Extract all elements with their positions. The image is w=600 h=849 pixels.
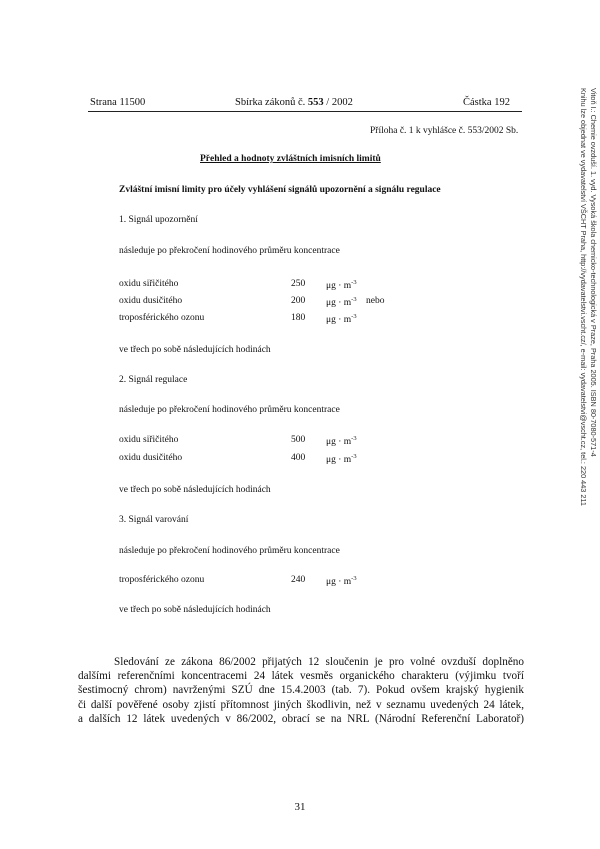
citation-line: Knihu lze objednat ve vydavatelství VŠCHT Praha, http://vydavatelstvi.vscht.cz/, e-mail: vydavatelstvi@vscht.cz, tel.: 220 443 211 bbox=[579, 88, 588, 506]
section-intro: následuje po překročení hodinového průměru koncentrace bbox=[119, 546, 340, 556]
limit-value: 250 bbox=[291, 279, 306, 289]
subtitle: Zvláštní imisní limity pro účely vyhlášení signálů upozornění a signálu regulace bbox=[119, 185, 441, 195]
paragraph-line: Sledování ze zákona 86/2002 přijatých 12 sloučenin je pro volné ovzduší doplněno bbox=[114, 656, 524, 668]
limit-unit: $\mu g \cdot m^{-3}$ bbox=[326, 296, 357, 308]
section-intro: následuje po překročení hodinového průměru koncentrace bbox=[119, 246, 340, 256]
paragraph-line: dalšími referenčními koncentracemi 24 látek vesměs organického charakteru (výjimku tvoří bbox=[78, 670, 524, 683]
header-rule bbox=[88, 111, 522, 112]
limit-unit: $\mu g \cdot m^{-3}$ bbox=[326, 575, 357, 587]
header-collection-prefix: Sbírka zákonů č. bbox=[235, 97, 306, 108]
citation-line: Vitoň I.: Chemie ovzduší. 1. vyd. Vysoká škola chemicko-technologická v Praze, Praha 2005. ISBN 80-7080-571-4 bbox=[589, 88, 598, 457]
row-note: nebo bbox=[366, 296, 385, 306]
body-paragraph bbox=[78, 655, 524, 726]
main-title: Přehled a hodnoty zvláštních imisních limitů bbox=[200, 154, 381, 164]
section-heading: 2. Signál regulace bbox=[119, 375, 188, 385]
substance-name: oxidu dusičitého bbox=[119, 453, 183, 463]
header-collection-suffix: / 2002 bbox=[326, 97, 353, 108]
header-page-label: Strana 11500 bbox=[90, 97, 146, 108]
section-heading: 1. Signál upozornění bbox=[119, 215, 198, 225]
citation-sidebar bbox=[579, 88, 598, 568]
limit-value: 240 bbox=[291, 575, 306, 585]
header-collection bbox=[235, 97, 353, 108]
header-collection-number: 553 bbox=[307, 97, 324, 108]
limit-unit: $\mu g \cdot m^{-3}$ bbox=[326, 279, 357, 291]
section-intro: následuje po překročení hodinového průměru koncentrace bbox=[119, 405, 340, 415]
substance-name: oxidu dusičitého bbox=[119, 296, 183, 306]
paragraph-line: šestimocný chrom) navrženými SZÚ dne 15.4.2003 (tab. 7). Pokud ovšem krajský hygienik bbox=[78, 684, 524, 697]
substance-name: troposférického ozonu bbox=[119, 313, 205, 323]
limit-value: 500 bbox=[291, 435, 306, 445]
substance-name: oxidu siřičitého bbox=[119, 279, 179, 289]
paragraph-line: či další pověřené osoby zjistí přítomnost jiných škodlivin, než v seznamu uvedených 24 látek, bbox=[78, 698, 524, 711]
page-number: 31 bbox=[294, 801, 306, 813]
limit-unit: $\mu g \cdot m^{-3}$ bbox=[326, 435, 357, 447]
section-outro: ve třech po sobě následujících hodinách bbox=[119, 605, 271, 615]
paragraph-line: a dalších 12 látek uvedených v 86/2002, obrací se na NRL (Národní Referenční Laboratoř) bbox=[78, 712, 524, 725]
limit-unit: $\mu g \cdot m^{-3}$ bbox=[326, 313, 357, 325]
section-outro: ve třech po sobě následujících hodinách bbox=[119, 345, 271, 355]
header-part: Částka 192 bbox=[463, 97, 510, 108]
section-outro: ve třech po sobě následujících hodinách bbox=[119, 485, 271, 495]
attachment-note: Příloha č. 1 k vyhlášce č. 553/2002 Sb. bbox=[370, 126, 519, 136]
limit-value: 200 bbox=[291, 296, 306, 306]
substance-name: oxidu siřičitého bbox=[119, 435, 179, 445]
limit-unit: $\mu g \cdot m^{-3}$ bbox=[326, 453, 357, 465]
substance-name: troposférického ozonu bbox=[119, 575, 205, 585]
section-heading: 3. Signál varování bbox=[119, 515, 189, 525]
limit-value: 180 bbox=[291, 313, 306, 323]
limit-value: 400 bbox=[291, 453, 306, 463]
